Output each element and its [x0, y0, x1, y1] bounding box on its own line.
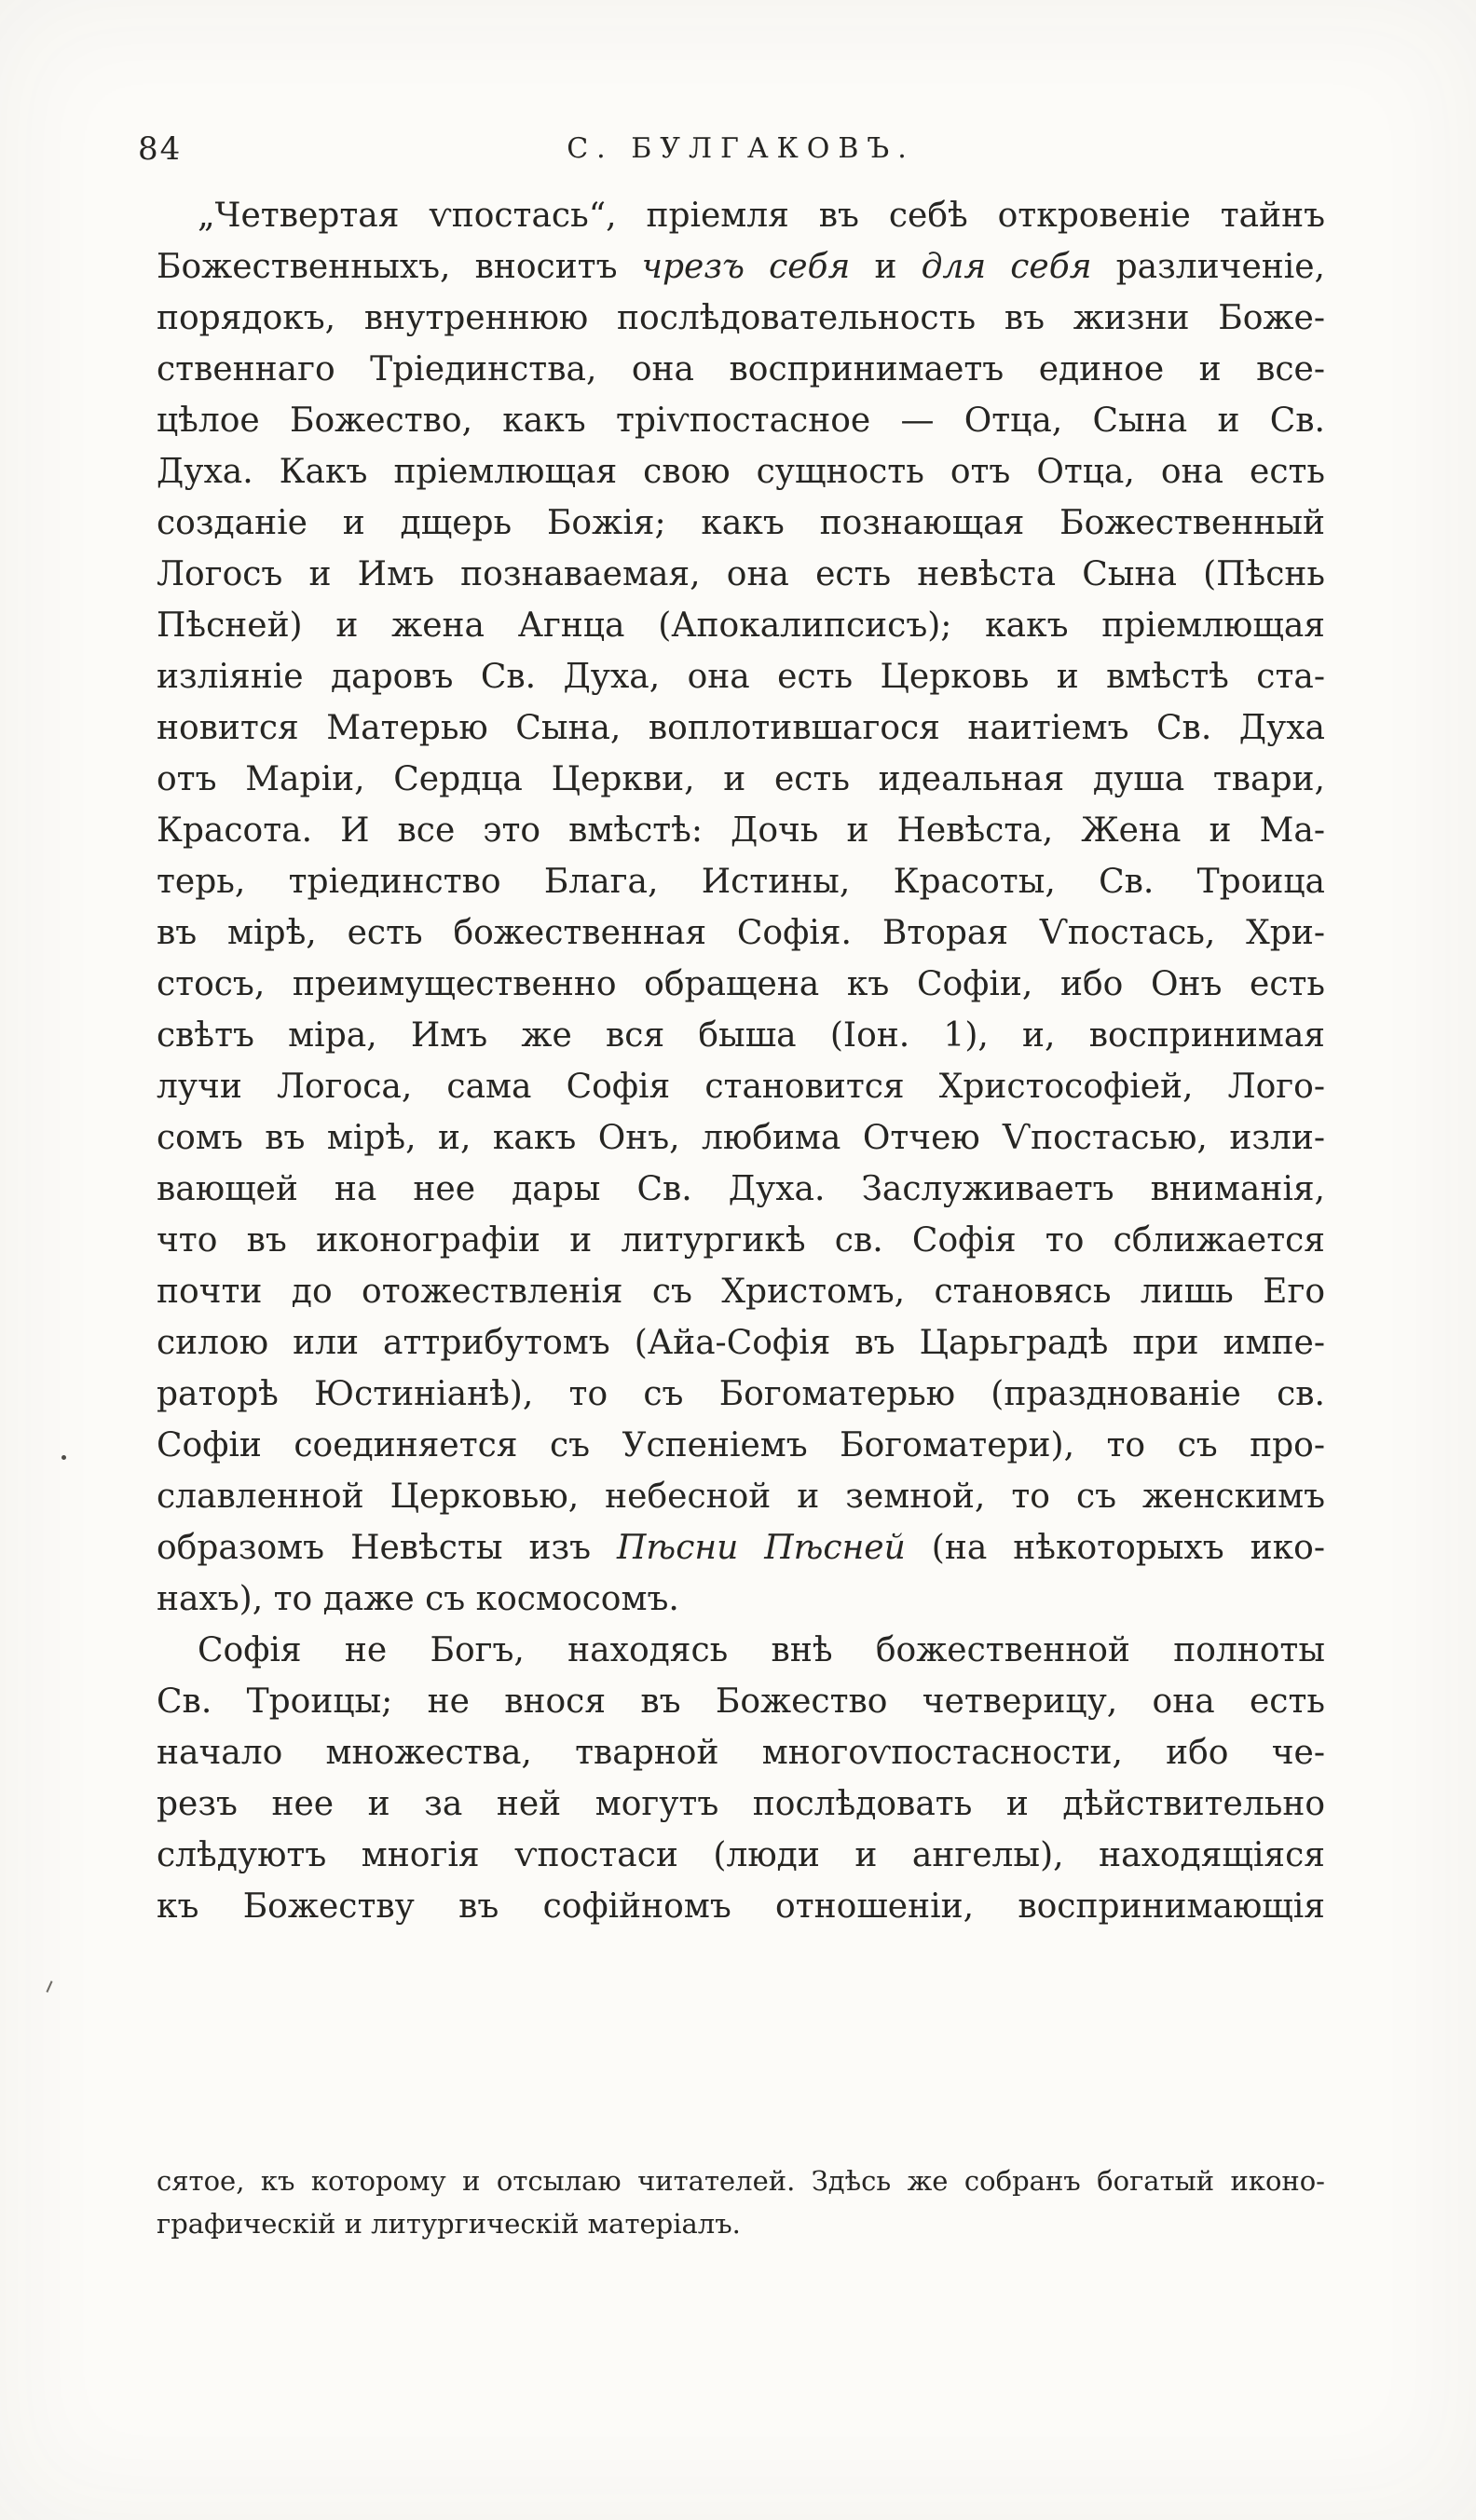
text-run: что въ иконографіи и литургикѣ св. Софія то сближается [157, 1221, 1325, 1260]
text-run: начало множества, тварной многоѵпостасности, ибо че- [157, 1734, 1325, 1772]
page-content [138, 130, 1326, 1932]
text-run: „Четвертая ѵпостась“, пріемля въ себѣ откровеніе тайнъ [198, 197, 1325, 235]
text-line [157, 1266, 1325, 1317]
text-run: резъ нее и за ней могутъ послѣдовать и дѣйствительно [157, 1785, 1325, 1823]
text-run: и [850, 248, 922, 286]
text-run: Красота. И все это вмѣстѣ: Дочь и Невѣста, Жена и Ма- [157, 811, 1325, 850]
text-run: Софія не Богъ, находясь внѣ божественной полноты [198, 1631, 1325, 1669]
body-text [157, 190, 1325, 1932]
text-run: нахъ), то даже съ космосомъ. [157, 1580, 679, 1618]
text-line [157, 651, 1325, 702]
text-line [157, 1317, 1325, 1369]
text-run: Духа. Какъ пріемлющая свою сущность отъ Отца, она есть [157, 453, 1325, 491]
text-run: изліяніе даровъ Св. Духа, она есть Церковь и вмѣстѣ ста- [157, 658, 1325, 696]
text-line [157, 1061, 1325, 1112]
text-run: различеніе, [1091, 248, 1326, 286]
text-run: ственнаго Тріединства, она воспринимаетъ единое и все- [157, 350, 1325, 388]
footnote [157, 2159, 1325, 2245]
text-run: Логосъ и Имъ познаваемая, она есть невѣста Сына (Пѣснь [157, 555, 1325, 593]
text-run: Пѣсней) и жена Агнца (Апокалипсисъ); какъ пріемлющая [157, 606, 1325, 645]
text-line [157, 1420, 1325, 1471]
text-line [157, 1010, 1325, 1061]
text-run: лучи Логоса, сама Софія становится Христософіей, Лого- [157, 1068, 1325, 1106]
running-title: С. БУЛГАКОВЪ. [567, 132, 915, 165]
text-line [157, 497, 1325, 549]
text-line [157, 1676, 1325, 1727]
text-line [157, 805, 1325, 856]
text-run: терь, тріединство Блага, Истины, Красоты, Св. Троица [157, 863, 1325, 901]
text-line [157, 344, 1325, 395]
text-run: отъ Маріи, Сердца Церкви, и есть идеальная душа твари, [157, 760, 1325, 798]
footnote-line [157, 2159, 1325, 2202]
text-line [157, 600, 1325, 651]
text-line [157, 293, 1325, 344]
text-run: слѣдуютъ многія ѵпостаси (люди и ангелы), находящіяся [157, 1836, 1325, 1874]
text-line [157, 395, 1325, 446]
text-line [157, 1727, 1325, 1778]
text-run: раторѣ Юстиніанѣ), то съ Богоматерью (празднованіе св. [157, 1375, 1325, 1413]
text-line [157, 1881, 1325, 1932]
scan-speck [46, 1981, 52, 1993]
text-run: свѣтъ міра, Имъ же вся быша (Іон. 1), и, воспринимая [157, 1016, 1325, 1055]
text-run: вающей на нее дары Св. Духа. Заслуживаетъ вниманія, [157, 1170, 1325, 1208]
italic-phrase: чрезъ себя [641, 248, 851, 286]
text-line [157, 190, 1325, 241]
text-line [157, 549, 1325, 600]
text-run: цѣлое Божество, какъ тріѵпостасное — Отца, Сына и Св. [157, 402, 1325, 440]
page-header [138, 130, 1325, 188]
text-line [157, 1369, 1325, 1420]
scan-speck [62, 1455, 66, 1460]
text-run: къ Божеству въ софійномъ отношеніи, воспринимающія [157, 1887, 1325, 1926]
text-run: славленной Церковью, небесной и земной, то съ женскимъ [157, 1478, 1325, 1516]
text-run: въ мірѣ, есть божественная Софія. Вторая Ѵпостась, Хри- [157, 914, 1325, 952]
text-run: созданіе и дщерь Божія; какъ познающая Божественный [157, 504, 1325, 542]
text-line [157, 856, 1325, 907]
text-line [157, 241, 1325, 293]
italic-phrase: для себя [921, 248, 1092, 286]
text-run: Св. Троицы; не внося въ Божество четверицу, она есть [157, 1682, 1325, 1721]
text-run: образомъ Невѣсты изъ [157, 1529, 618, 1567]
text-line [157, 907, 1325, 959]
text-run: сятое, къ которому и отсылаю читателей. Здѣсь же собранъ богатый иконо- [157, 2165, 1325, 2197]
text-run: сомъ въ мірѣ, и, какъ Онъ, любима Отчею Ѵпостасью, изли- [157, 1119, 1325, 1157]
text-line [157, 1625, 1325, 1676]
text-line [157, 1522, 1325, 1573]
page-number: 84 [138, 130, 183, 168]
footnote-line [157, 2202, 1325, 2245]
text-line [157, 959, 1325, 1010]
text-line [157, 754, 1325, 805]
text-run: новится Матерью Сына, воплотившагося наитіемъ Св. Духа [157, 709, 1325, 747]
text-line [157, 1830, 1325, 1881]
italic-phrase: Пѣсни Пѣсней [617, 1529, 906, 1567]
text-line [157, 1778, 1325, 1830]
text-run: почти до отожествленія съ Христомъ, становясь лишь Его [157, 1273, 1325, 1311]
text-line [157, 1164, 1325, 1215]
text-line [157, 1112, 1325, 1164]
text-run: стосъ, преимущественно обращена къ Софіи, ибо Онъ есть [157, 965, 1325, 1003]
text-run: (на нѣкоторыхъ ико- [905, 1529, 1325, 1567]
text-line [157, 1215, 1325, 1266]
text-run: порядокъ, внутреннюю послѣдовательность въ жизни Боже- [157, 299, 1325, 337]
text-run: Софіи соединяется съ Успеніемъ Богоматери), то съ про- [157, 1426, 1325, 1464]
text-line [157, 1573, 1325, 1625]
text-line [157, 702, 1325, 754]
text-run: Божественныхъ, вноситъ [157, 248, 642, 286]
text-line [157, 446, 1325, 497]
text-line [157, 1471, 1325, 1522]
text-run: графическій и литургическій матеріалъ. [157, 2208, 741, 2240]
text-run: силою или аттрибутомъ (Айа-Софія въ Царьградѣ при импе- [157, 1324, 1325, 1362]
